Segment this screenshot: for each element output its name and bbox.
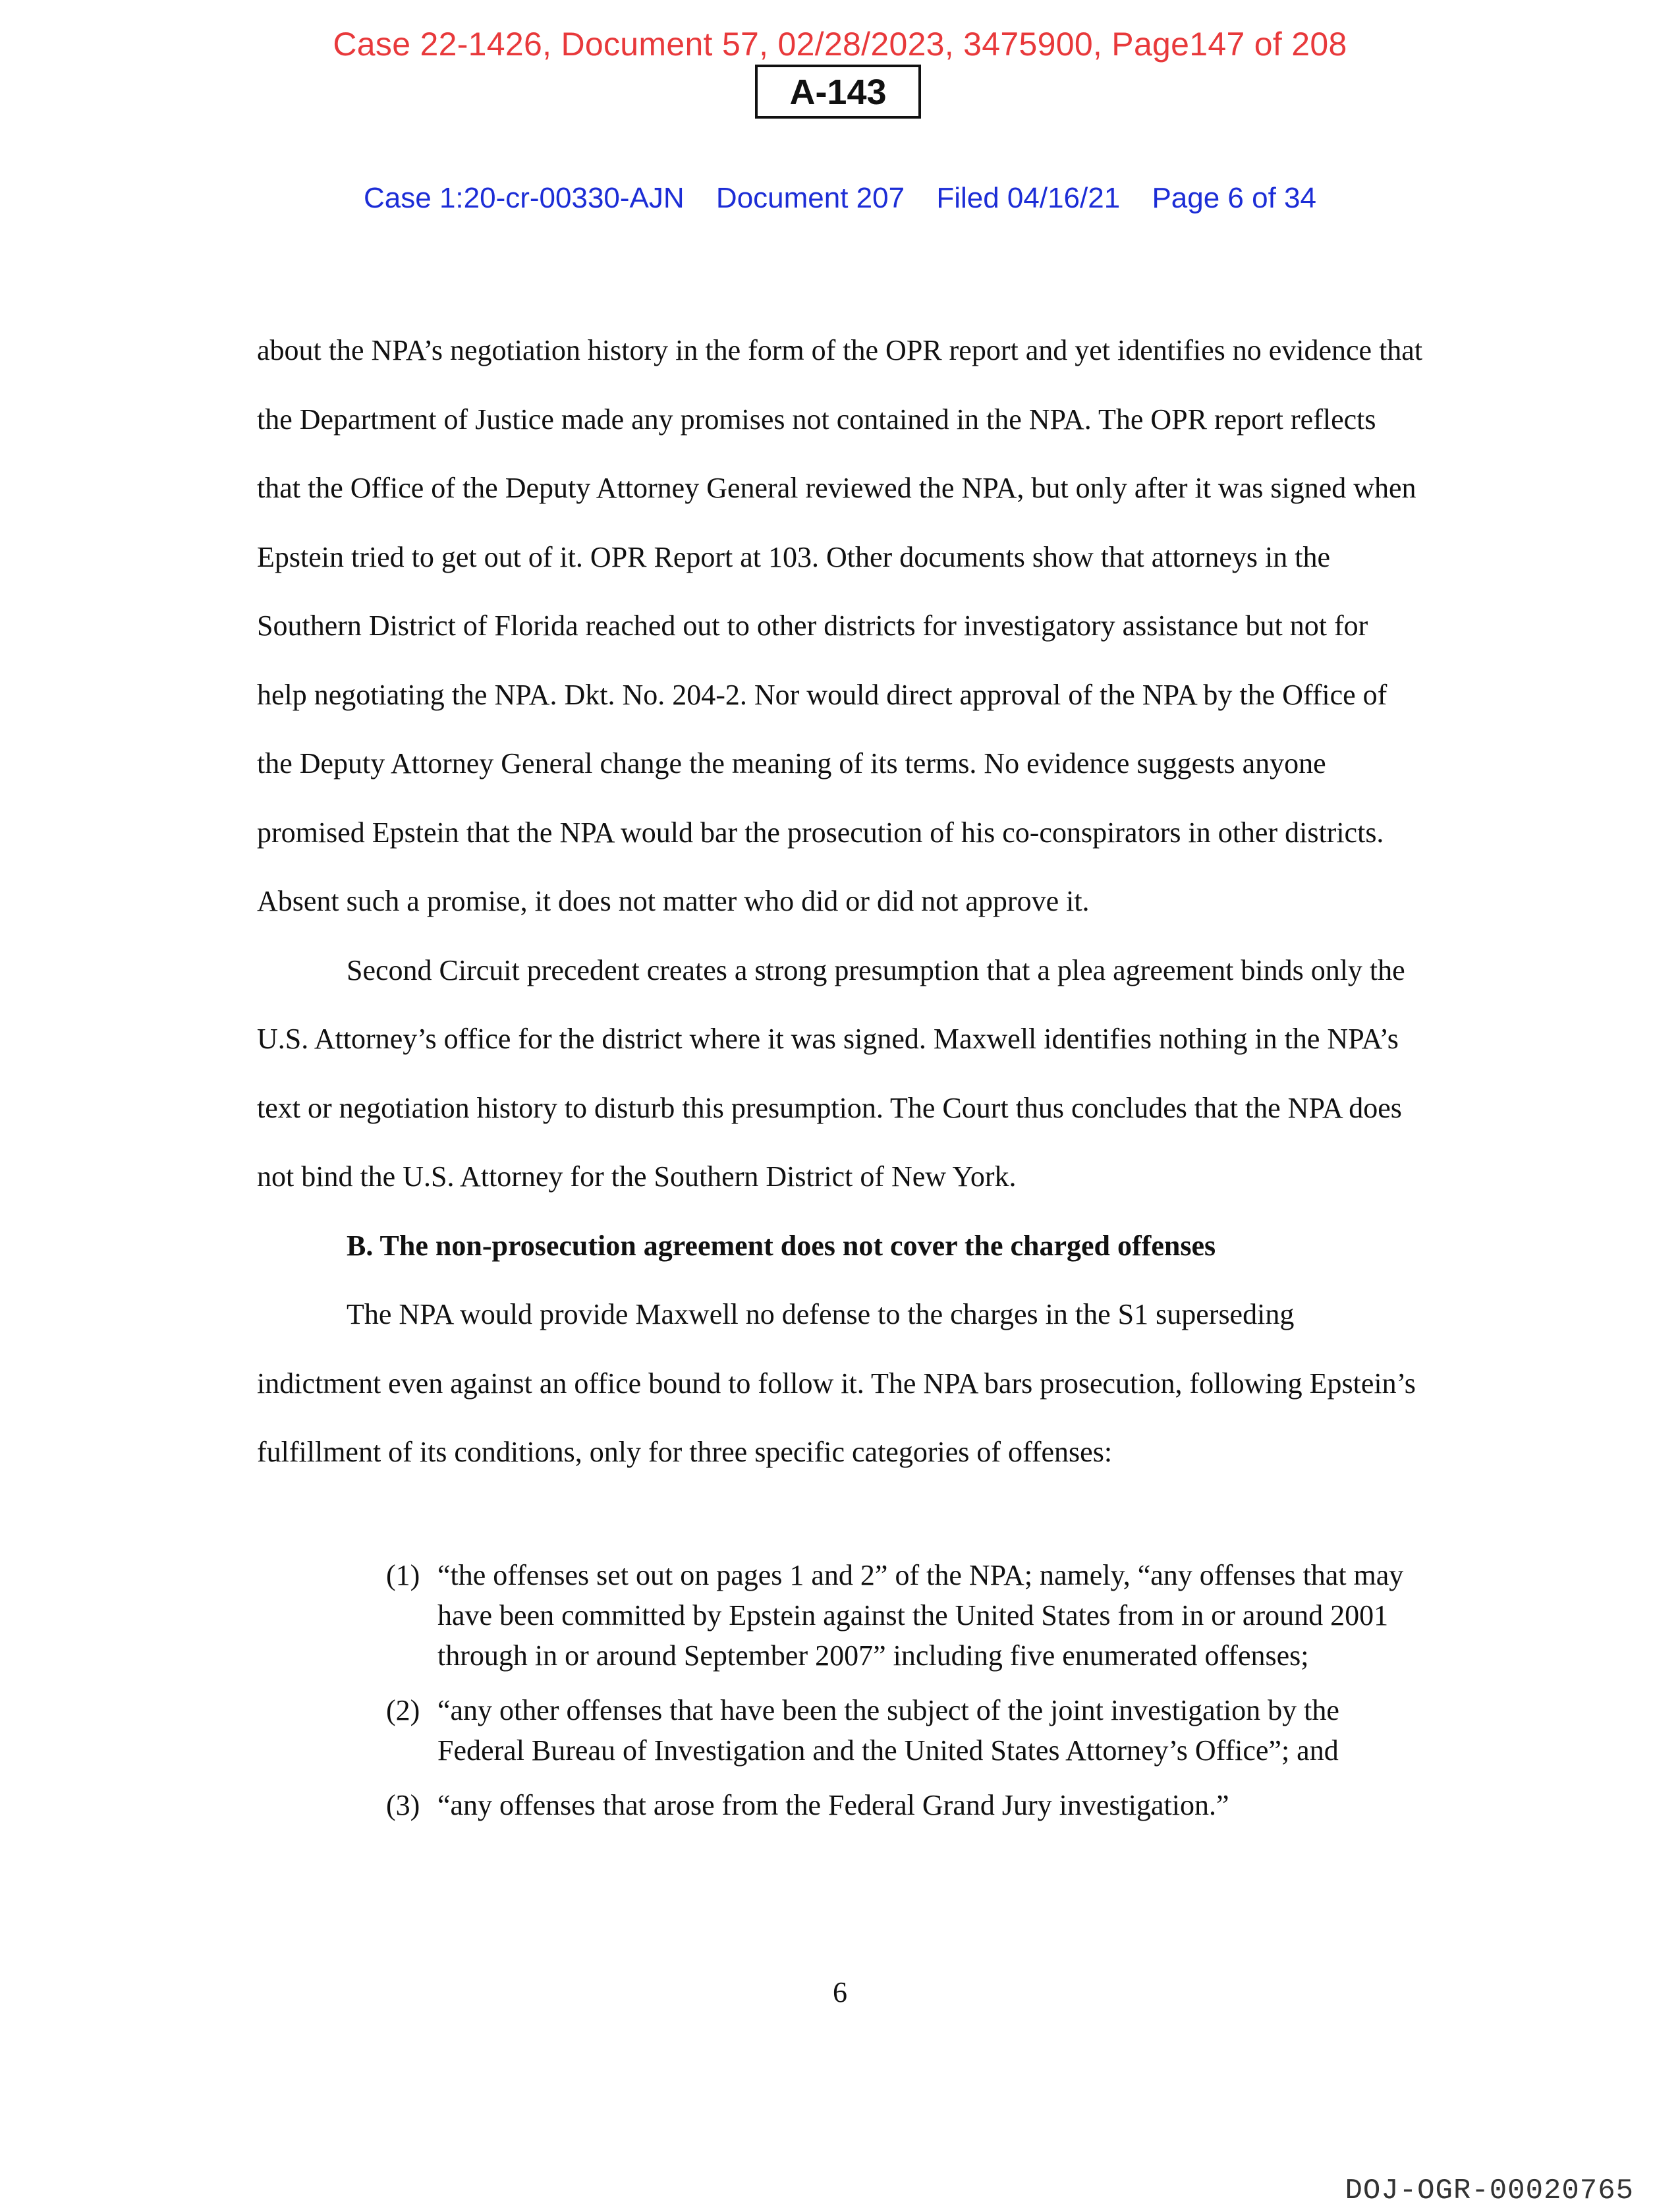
list-item — [386, 1690, 1427, 1771]
offense-categories-list — [386, 1555, 1427, 1840]
page-number: 6 — [833, 1976, 847, 2008]
district-case-number: Case 1:20-cr-00330-AJN — [364, 182, 685, 214]
paragraph-continuation: about the NPA’s negotiation history in the form of the OPR report and yet identifies no evidence that the Department of Justice made any promises not contained in the NPA. The OPR report reflects that the Office of the Deputy Attorney General reviewed the NPA, but only after it was signed when Epstein tried to get out of it. OPR Report at 103. Other documents show that attorneys in the Southern District of Florida reached out to other districts for investigatory assistance but not for help negotiating the NPA. Dkt. No. 204-2. Nor would direct approval of the NPA by the Office of the Deputy Attorney General change the meaning of its terms. No evidence suggests anyone promised Epstein that the NPA would bar the prosecution of his co-conspirators in other districts. Absent such a promise, it does not matter who did or did not approve it. — [257, 334, 1423, 917]
district-page-count: Page 6 of 34 — [1152, 182, 1316, 214]
list-item-text: “the offenses set out on pages 1 and 2” of the NPA; namely, “any offenses that may have been committed by Epstein against the United States from in or around 2001 through in or around September 2007” including five enumerated offenses; — [437, 1559, 1404, 1672]
exhibit-label: A-143 — [755, 65, 921, 119]
list-item-number: (1) — [386, 1559, 420, 1591]
paragraph-npa-categories: The NPA would provide Maxwell no defense to the charges in the S1 superseding indictment even against an office bound to follow it. The NPA bars prosecution, following Epstein’s fulfillment of its conditions, only for three specific categories of offenses: — [257, 1298, 1416, 1468]
section-heading-b: B. The non-prosecution agreement does not cover the charged offenses — [347, 1229, 1216, 1262]
list-item — [386, 1555, 1427, 1676]
bates-number: DOJ-OGR-00020765 — [1345, 2174, 1634, 2207]
list-item-text: “any other offenses that have been the subject of the joint investigation by the Federal Bureau of Investigation and the United States Attorney’s Office”; and — [437, 1694, 1339, 1767]
list-item-number: (3) — [386, 1789, 420, 1821]
paragraph-presumption: Second Circuit precedent creates a strong presumption that a plea agreement binds only the U.S. Attorney’s office for the district where it was signed. Maxwell identifies nothing in the NPA’s text or negotiation history to disturb this presumption. The Court thus concludes that the NPA does not bind the U.S. Attorney for the Southern District of New York. — [257, 953, 1405, 1193]
list-item — [386, 1785, 1427, 1825]
district-case-header — [0, 182, 1680, 215]
district-document-number: Document 207 — [715, 182, 905, 214]
list-item-text: “any offenses that arose from the Federal Grand Jury investigation.” — [437, 1789, 1229, 1821]
main-body — [257, 316, 1423, 1487]
appellate-case-stamp: Case 22-1426, Document 57, 02/28/2023, 3475900, Page147 of 208 — [333, 26, 1347, 63]
list-item-number: (2) — [386, 1694, 420, 1726]
district-filed-date: Filed 04/16/21 — [936, 182, 1121, 214]
